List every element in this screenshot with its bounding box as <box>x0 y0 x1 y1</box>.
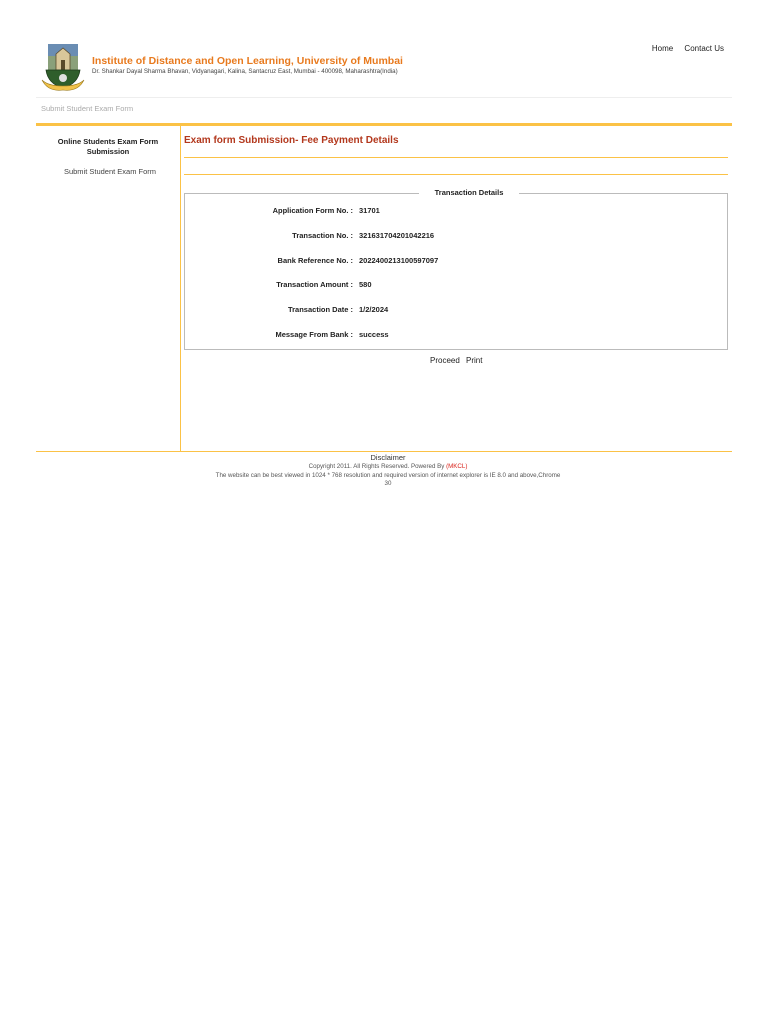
institute-name: Institute of Distance and Open Learning, University of Mumbai <box>92 55 403 67</box>
mkcl-link[interactable]: (MKCL) <box>446 463 468 470</box>
field-label: Bank Reference No. : <box>277 256 353 265</box>
header-divider <box>36 97 732 98</box>
institute-address: Dr. Shankar Dayal Sharma Bhavan, Vidyanagari, Kalina, Santacruz East, Mumbai - 400098, Maharashtra(India) <box>92 68 398 75</box>
sidebar-item-submit-exam-form[interactable]: Submit Student Exam Form <box>63 167 157 176</box>
best-viewed-note-cont: 30 <box>384 480 392 487</box>
field-label: Application Form No. : <box>272 206 353 215</box>
footer-divider <box>36 451 732 452</box>
home-link[interactable]: Home <box>651 44 674 53</box>
field-value: 31701 <box>359 206 380 215</box>
title-divider <box>184 157 728 158</box>
breadcrumb: Submit Student Exam Form <box>41 104 134 113</box>
transaction-details-legend: Transaction Details <box>419 188 519 197</box>
best-viewed-note: The website can be best viewed in 1024 * 768 resolution and required version of internet explorer is IE 8.0 and above,Chrome <box>215 472 561 479</box>
field-value: 580 <box>359 280 372 289</box>
field-label: Transaction Date : <box>287 305 353 314</box>
proceed-link[interactable]: Proceed <box>430 356 460 365</box>
page-title: Exam form Submission- Fee Payment Details <box>184 135 399 146</box>
copyright-text <box>0 463 768 470</box>
top-nav <box>643 44 724 53</box>
print-link[interactable]: Print <box>466 356 483 365</box>
action-links <box>430 356 486 365</box>
sidebar-heading: Online Students Exam Form Submission <box>57 137 159 156</box>
field-label: Transaction No. : <box>292 231 353 240</box>
field-value: 2022400213100597097 <box>359 256 439 265</box>
sidebar <box>36 126 181 451</box>
field-value: 1/2/2024 <box>359 305 389 314</box>
copyright-prefix: Copyright 2011. All Rights Reserved. Powered By <box>308 463 445 470</box>
field-label: Message From Bank : <box>275 330 353 339</box>
transaction-details-panel <box>184 188 728 350</box>
university-logo <box>40 42 88 92</box>
field-value: success <box>359 330 389 339</box>
section-divider <box>184 174 728 175</box>
field-value: 321631704201042216 <box>359 231 435 240</box>
field-label: Transaction Amount : <box>276 280 353 289</box>
disclaimer-link[interactable]: Disclaimer <box>370 453 406 462</box>
contact-us-link[interactable]: Contact Us <box>684 44 724 53</box>
